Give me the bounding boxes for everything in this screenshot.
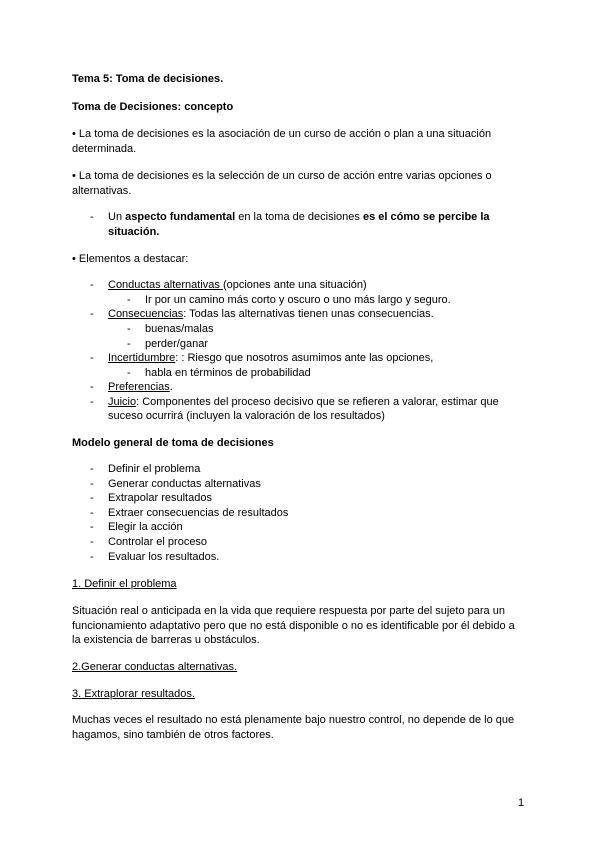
bullet-definition-1-line1: • La toma de decisiones es la asociación de un curso de acción o plan a una situación	[72, 128, 492, 140]
item-juicio-line2: suceso ocurrirá (incluyen la valoración de los resultados)	[108, 410, 385, 422]
aspect-bold-1: aspecto fundamental	[125, 211, 236, 223]
sub-consecuencias-1: buenas/malas	[145, 323, 214, 335]
modelo-step: Generar conductas alternativas	[108, 478, 261, 490]
dash-marker: -	[90, 536, 94, 548]
dash-marker: -	[90, 478, 94, 490]
section-heading-extraplorar: 3. Extraplorar resultados.	[72, 688, 195, 700]
extraplorar-line2: hagamos, sino también de otros factores.	[72, 729, 274, 741]
section-heading-modelo: Modelo general de toma de decisiones	[72, 437, 274, 449]
definir-line3: la existencia de barreras u obstáculos.	[72, 634, 260, 646]
bullet-definition-1-line2: determinada.	[72, 143, 137, 155]
text-incertidumbre: : : Riesgo que nosotros asumimos ante las opciones,	[175, 352, 434, 364]
aspect-line1	[108, 210, 490, 225]
definir-line1: Situación real o anticipada en la vida que requiere respuesta por parte del sujeto para un	[72, 605, 505, 617]
sub-consecuencias-2: perder/ganar	[145, 338, 208, 350]
section-heading-definir: 1. Definir el problema	[72, 578, 177, 590]
aspect-line2: situación.	[108, 226, 160, 238]
section-heading-concepto: Toma de Decisiones: concepto	[72, 101, 234, 113]
term-consecuencias: Consecuencias	[108, 308, 184, 320]
text-conductas: (opciones ante una situación)	[222, 279, 367, 291]
term-incertidumbre: Incertidumbre	[108, 352, 176, 364]
modelo-step: Extrapolar resultados	[108, 492, 212, 504]
modelo-step: Definir el problema	[108, 463, 201, 475]
dash-marker: -	[127, 367, 131, 379]
dash-marker: -	[90, 521, 94, 533]
item-incertidumbre	[108, 351, 433, 366]
text-consecuencias: : Todas las alternativas tienen unas consecuencias.	[183, 308, 434, 320]
modelo-step: Evaluar los resultados.	[108, 551, 220, 563]
term-conductas: Conductas alternativas	[108, 279, 223, 291]
section-heading-generar: 2.Generar conductas alternativas.	[72, 661, 238, 673]
bullet-definition-2-line1: • La toma de decisiones es la selección de un curso de acción entre varias opciones o	[72, 170, 492, 182]
dash-marker: -	[90, 279, 94, 291]
dash-marker: -	[90, 507, 94, 519]
item-consecuencias	[108, 307, 434, 322]
dash-marker: -	[90, 352, 94, 364]
dash-marker: -	[90, 381, 94, 393]
text-juicio: : Componentes del proceso decisivo que se refieren a valorar, estimar que	[136, 396, 499, 408]
document-title: Tema 5: Toma de decisiones.	[72, 73, 224, 85]
item-preferencias	[108, 380, 173, 395]
term-preferencias: Preferencias	[108, 381, 170, 393]
dash-marker: -	[127, 294, 131, 306]
modelo-step: Controlar el proceso	[108, 536, 208, 548]
dash-marker: -	[90, 308, 94, 320]
aspect-bold-2: es el cómo se percibe la	[362, 211, 490, 223]
dash-marker: -	[90, 463, 94, 475]
text-preferencias: .	[169, 381, 173, 393]
dash-marker: -	[90, 551, 94, 563]
page-number: 1	[518, 797, 525, 809]
elementos-intro: • Elementos a destacar:	[72, 253, 189, 265]
aspect-mid: en la toma de decisiones	[235, 211, 363, 223]
definir-line2: funcionamiento adaptativo pero que no está disponible o no es identificable por él debido a	[72, 620, 515, 632]
item-juicio	[108, 395, 499, 410]
item-conductas	[108, 278, 367, 293]
bullet-definition-2-line2: alternativas.	[72, 185, 132, 197]
dash-marker: -	[90, 396, 94, 408]
dash-marker: -	[90, 492, 94, 504]
dash-marker: -	[127, 338, 131, 350]
sub-conductas: Ir por un camino más corto y oscuro o uno más largo y seguro.	[145, 294, 451, 306]
modelo-step: Elegir la acción	[108, 521, 183, 533]
extraplorar-line1: Muchas veces el resultado no está plenamente bajo nuestro control, no depende de lo que	[72, 714, 515, 726]
modelo-step: Extraer consecuencias de resultados	[108, 507, 289, 519]
dash-marker: -	[90, 211, 94, 223]
term-juicio: Juicio	[108, 396, 137, 408]
sub-incertidumbre: habla en términos de probabilidad	[145, 367, 311, 379]
aspect-pre: Un	[108, 211, 126, 223]
dash-marker: -	[127, 323, 131, 335]
